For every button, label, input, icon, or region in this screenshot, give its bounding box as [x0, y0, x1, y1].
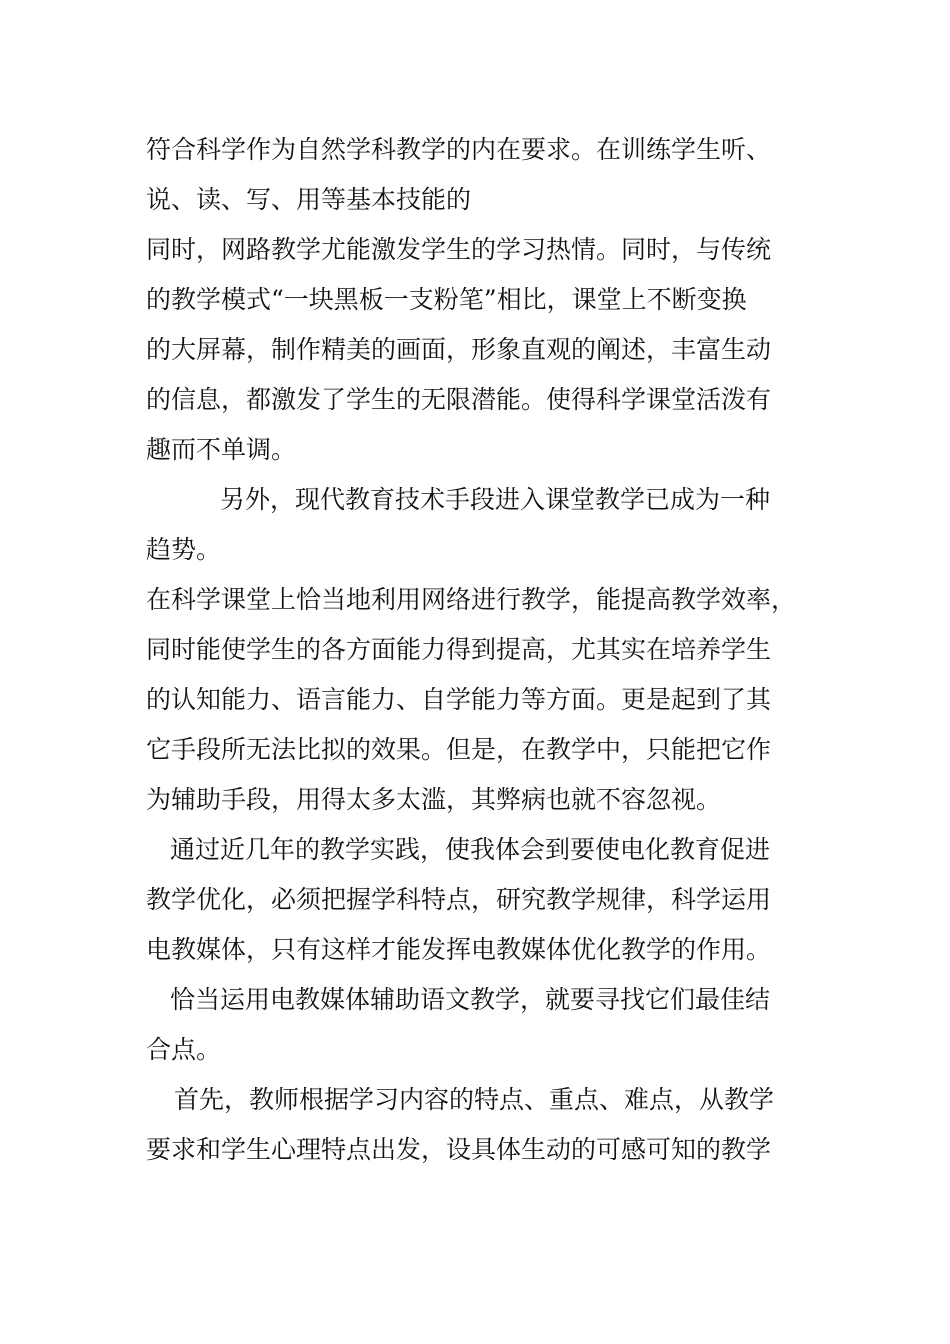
- text-line: 恰当运用电教媒体辅助语文教学，就要寻找它们最佳结: [170, 985, 771, 1014]
- text-line: 它手段所无法比拟的效果。但是，在教学中，只能把它作: [146, 735, 772, 764]
- text-line: 的大屏幕，制作精美的画面，形象直观的阐述，丰富生动: [146, 335, 772, 364]
- text-line: 的教学模式“一块黑板一支粉笔”相比，课堂上不断变换: [146, 285, 747, 314]
- text-line: 的认知能力、语言能力、自学能力等方面。更是起到了其: [146, 685, 772, 714]
- text-line: 合点。: [146, 1035, 222, 1064]
- text-line: 同时能使学生的各方面能力得到提高，尤其实在培养学生: [146, 635, 772, 664]
- text-line: 教学优化，必须把握学科特点，研究教学规律，科学运用: [146, 885, 772, 914]
- text-line: 趋势。: [146, 535, 222, 564]
- text-line: 的信息，都激发了学生的无限潜能。使得科学课堂活泼有: [146, 385, 772, 414]
- text-line: 趣而不单调。: [146, 435, 297, 464]
- text-line: 电教媒体，只有这样才能发挥电教媒体优化教学的作用。: [146, 935, 772, 964]
- text-line: 要求和学生心理特点出发，设具体生动的可感可知的教学: [146, 1135, 772, 1164]
- text-line: 为辅助手段，用得太多太滥，其弊病也就不容忽视。: [146, 785, 722, 814]
- text-line: 说、读、写、用等基本技能的: [146, 185, 472, 214]
- text-line: 通过近几年的教学实践，使我体会到要使电化教育促进: [170, 835, 771, 864]
- text-line: 另外，现代教育技术手段进入课堂教学已成为一种: [220, 485, 771, 514]
- text-line: 符合科学作为自然学科教学的内在要求。在训练学生听、: [146, 135, 772, 164]
- text-line: 同时，网路教学尤能激发学生的学习热情。同时，与传统: [146, 235, 772, 264]
- text-line: 在科学课堂上恰当地利用网络进行教学，能提高教学效率，: [146, 585, 797, 614]
- text-line: 首先，教师根据学习内容的特点、重点、难点，从教学: [174, 1085, 775, 1114]
